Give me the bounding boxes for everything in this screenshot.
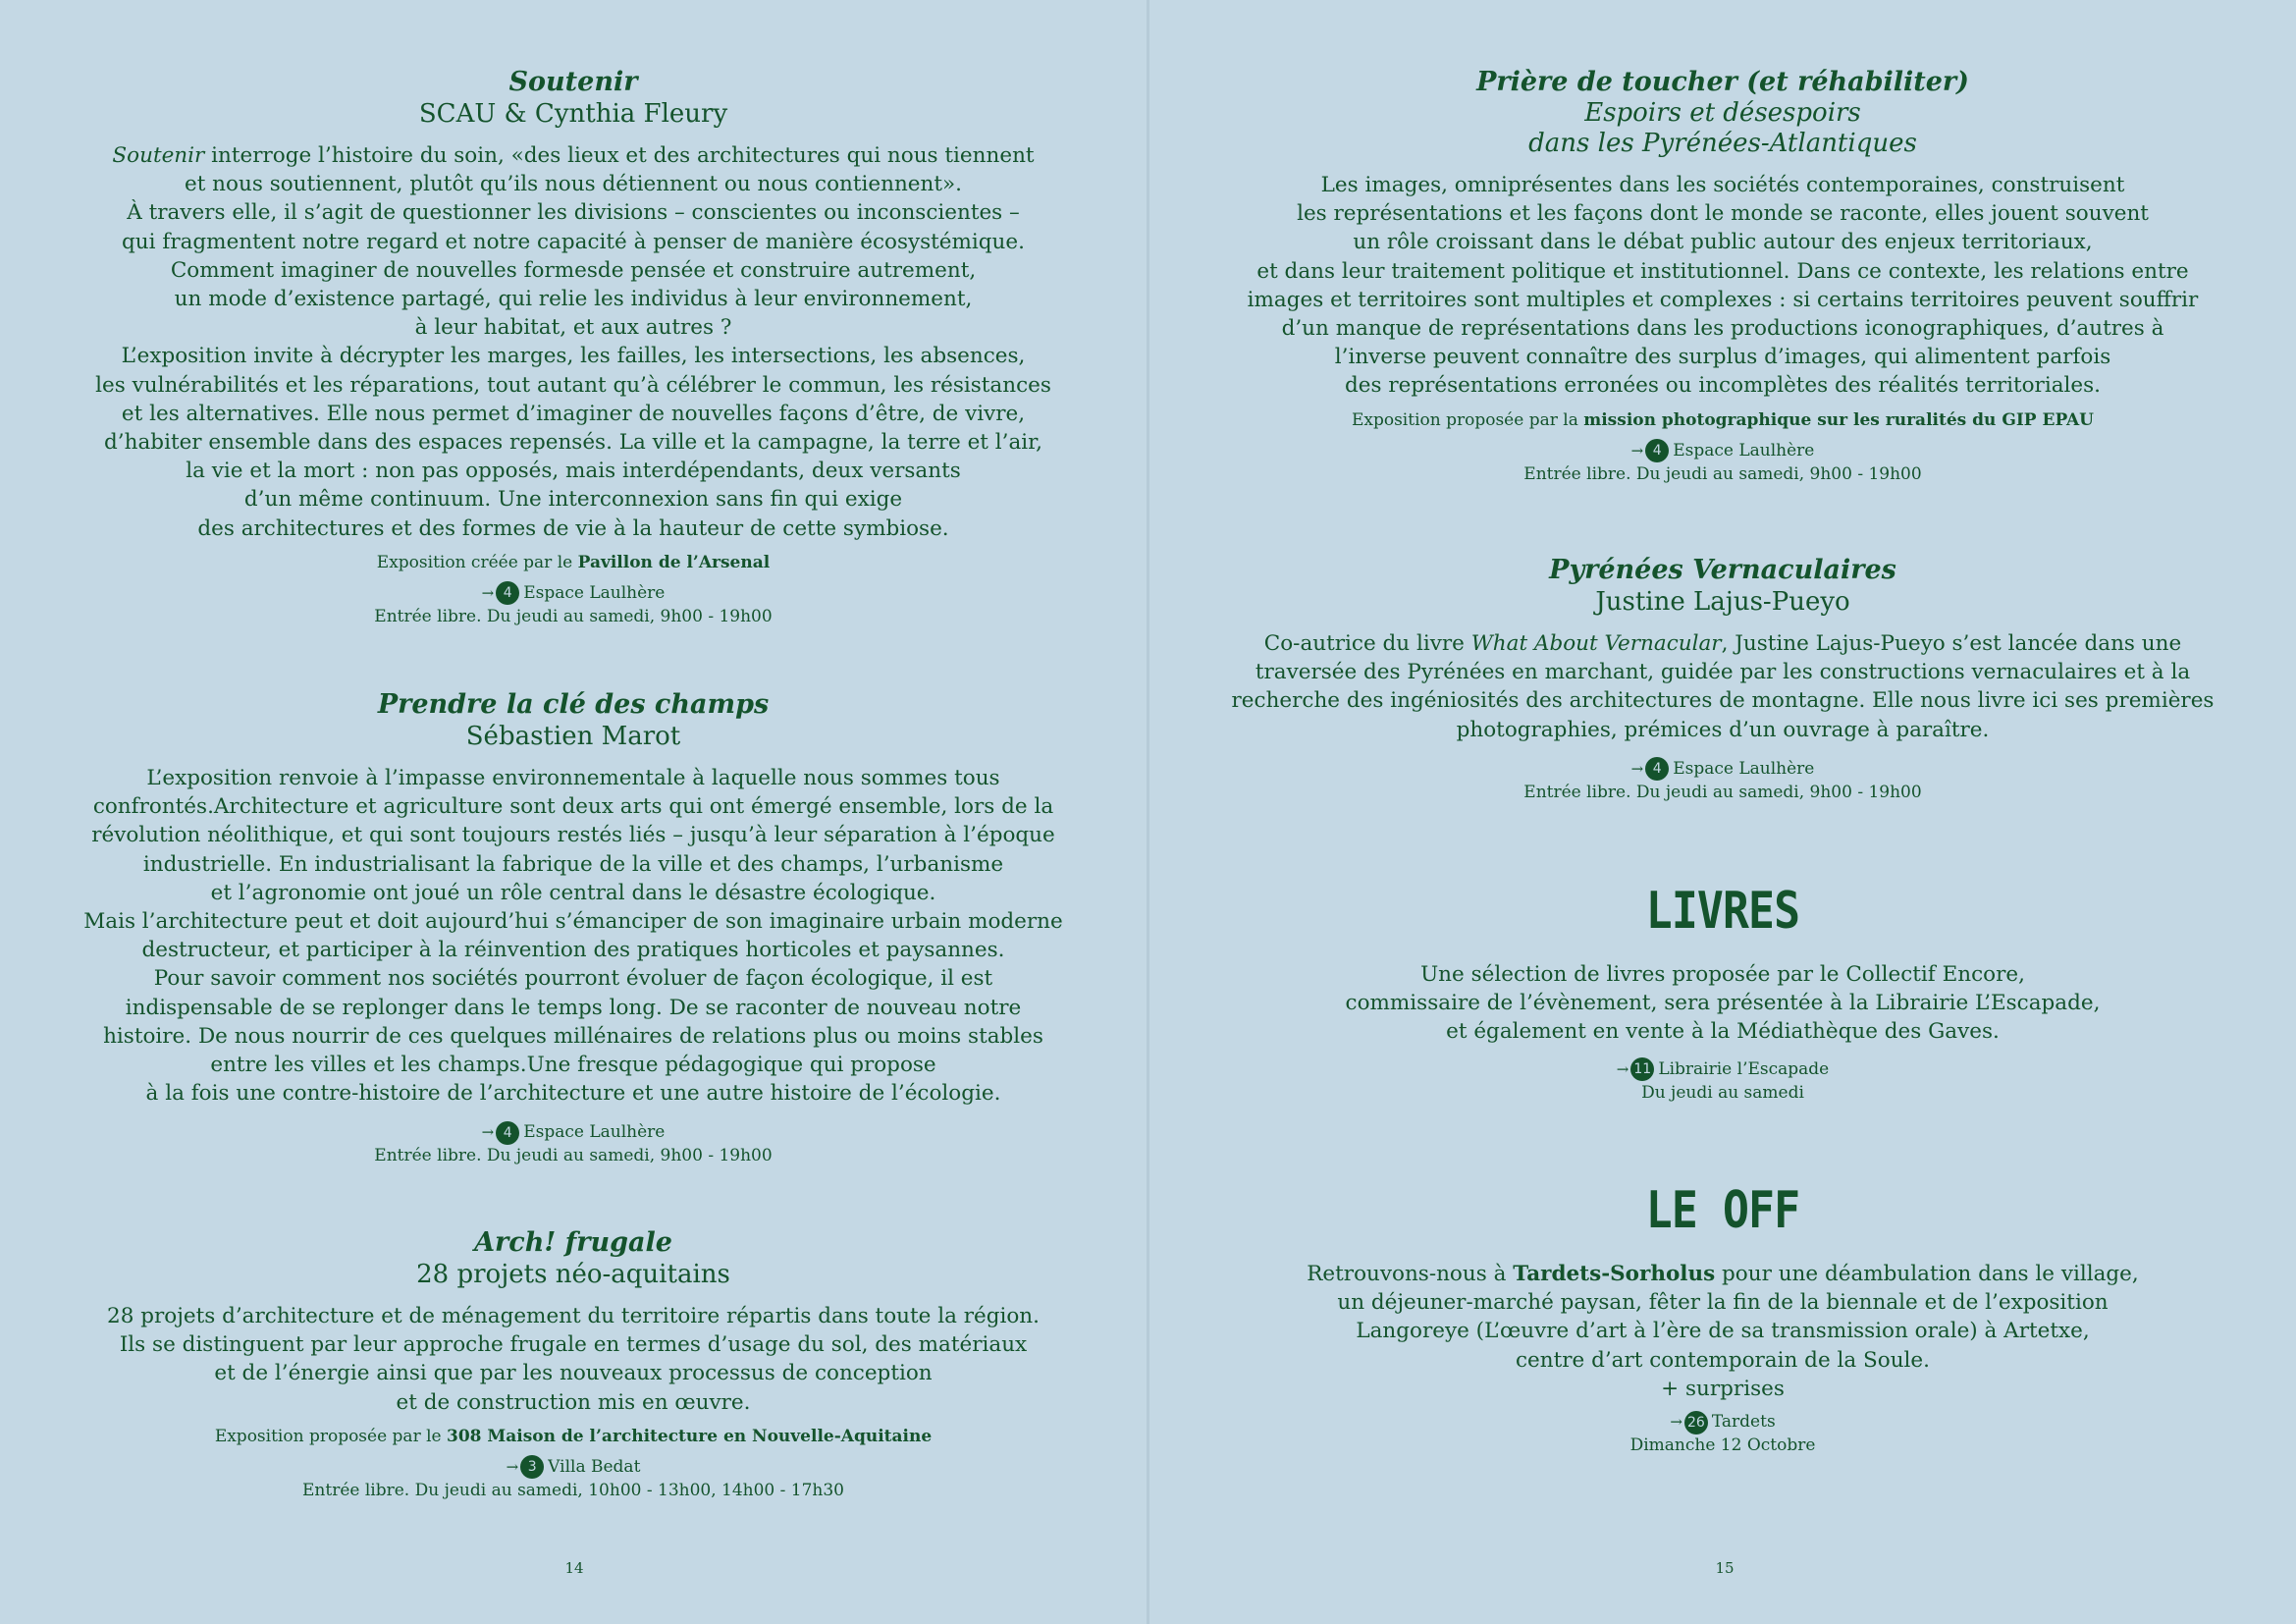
exhibition-credit: Exposition proposée par la mission photographique sur les ruralités du GIP EPAU — [1351, 409, 2095, 430]
body-line: L’exposition renvoie à l’impasse environnementale à laquelle nous sommes tous — [146, 766, 1000, 790]
body-line: À travers elle, il s’agit de questionner les divisions – conscientes ou inconscientes – — [127, 200, 1020, 226]
location-number-badge: 26 — [1684, 1411, 1708, 1435]
body-line: et les alternatives. Elle nous permet d’imaginer de nouvelles façons d’être, de vivre, — [121, 401, 1026, 426]
location-line — [1149, 438, 2296, 463]
body-line: entre les villes et les champs.Une fresque pédagogique qui propose — [210, 1053, 936, 1078]
body-line: les représentations et les façons dont le monde se raconte, elles jouent souvent — [1297, 201, 2149, 227]
section-priere-de-toucher — [1149, 67, 2296, 485]
opening-hours: Dimanche 12 Octobre — [1629, 1435, 1816, 1456]
location-number-badge: 3 — [520, 1455, 544, 1479]
section-subtitle: SCAU & Cynthia Fleury — [418, 99, 728, 129]
body-line: et nous soutiennent, plutôt qu’ils nous détiennent ou nous contiennent». — [184, 172, 962, 197]
body-line: et dans leur traitement politique et institutionnel. Dans ce contexte, les relations entre — [1256, 258, 2189, 284]
opening-hours: Du jeudi au samedi — [1641, 1082, 1804, 1103]
section-prendre-la-cle-des-champs — [0, 689, 1147, 1166]
section-body — [1149, 1260, 2296, 1403]
arrow-right-icon: → — [1616, 1059, 1629, 1078]
section-body — [0, 141, 1147, 543]
exhibition-credit: Exposition créée par le Pavillon de l’Arsenal — [376, 552, 771, 572]
body-line: Co-autrice du livre What About Vernacular, Justine Lajus-Pueyo s’est lancée dans une — [1263, 631, 2182, 656]
body-line: des architectures et des formes de vie à la hauteur de cette symbiose. — [197, 515, 949, 541]
body-line: Ils se distinguent par leur approche frugale en termes d’usage du sol, des matériaux — [119, 1332, 1028, 1358]
section-body — [1149, 629, 2296, 744]
body-line: des représentations erronées ou incomplètes des réalités territoriales. — [1344, 373, 2102, 399]
body-line: qui fragmentent notre regard et notre capacité à penser de manière écosystémique. — [122, 229, 1025, 254]
location-line — [0, 580, 1147, 606]
body-line: d’habiter ensemble dans des espaces repensés. La ville et la campagne, la terre et l’air, — [104, 430, 1042, 456]
arrow-right-icon: → — [481, 1123, 495, 1142]
arrow-right-icon: → — [1630, 441, 1644, 460]
body-line: Soutenir interroge l’histoire du soin, «des lieux et des architectures qui nous tiennent — [112, 143, 1035, 168]
section-subtitle: Sébastien Marot — [465, 722, 681, 751]
body-line: L’exposition invite à décrypter les marges, les failles, les intersections, les absences, — [121, 344, 1026, 369]
page-number: 15 — [1715, 1559, 1735, 1577]
location-line — [1149, 1056, 2296, 1082]
opening-hours: Entrée libre. Du jeudi au samedi, 9h00 - 19h00 — [1523, 782, 1922, 802]
location-name: Librairie l’Escapade — [1658, 1058, 1830, 1079]
italic-term: Soutenir — [112, 143, 205, 168]
right-page — [1149, 0, 2296, 1624]
arrow-right-icon: → — [481, 583, 495, 602]
section-heading: LE OFF — [1645, 1181, 1800, 1240]
body-line: un mode d’existence partagé, qui relie les individus à leur environnement, — [174, 287, 973, 312]
location-line — [1149, 756, 2296, 782]
location-name: Espace Laulhère — [1673, 758, 1815, 779]
section-subtitle: dans les Pyrénées-Atlantiques — [1528, 129, 1917, 158]
section-body — [0, 764, 1147, 1108]
body-line: l’inverse peuvent connaître des surplus d’images, qui alimentent parfois — [1334, 345, 2111, 370]
body-line: et l’agronomie ont joué un rôle central dans le désastre écologique. — [210, 880, 936, 905]
section-le-off — [1149, 1181, 2296, 1456]
opening-hours: Entrée libre. Du jeudi au samedi, 10h00 - 13h00, 14h00 - 17h30 — [302, 1480, 844, 1500]
section-subtitle: 28 projets néo-aquitains — [416, 1260, 730, 1289]
location-number-badge: 11 — [1630, 1057, 1654, 1081]
section-heading: LIVRES — [1645, 882, 1800, 941]
body-line: d’un même continuum. Une interconnexion sans fin qui exige — [243, 487, 903, 513]
opening-hours: Entrée libre. Du jeudi au samedi, 9h00 - 19h00 — [374, 1146, 773, 1166]
body-line: 28 projets d’architecture et de ménagement du territoire répartis dans toute la région. — [107, 1304, 1040, 1328]
body-line: révolution néolithique, et qui sont toujours restés liés – jusqu’à leur séparation à l’époque — [91, 823, 1055, 848]
body-line: Comment imaginer de nouvelles formesde pensée et construire autrement, — [170, 257, 977, 283]
body-line: Les images, omniprésentes dans les sociétés contemporaines, construisent — [1320, 173, 2125, 197]
location-name: Tardets — [1711, 1412, 1776, 1433]
body-line: Pour savoir comment nos sociétés pourront évoluer de façon écologique, il est — [153, 966, 993, 992]
body-line: photographies, prémices d’un ouvrage à paraître. — [1456, 717, 1990, 742]
italic-book-title: What About Vernacular — [1470, 631, 1722, 656]
section-body — [1149, 960, 2296, 1047]
section-pyrenees-vernaculaires — [1149, 555, 2296, 803]
section-body — [1149, 171, 2296, 401]
body-line: + surprises — [1661, 1376, 1785, 1401]
body-line: traversée des Pyrénées en marchant, guidée par les constructions vernaculaires et à la — [1255, 660, 2191, 685]
section-soutenir — [0, 67, 1147, 627]
body-line: et également en vente à la Médiathèque des Gaves. — [1446, 1019, 2000, 1045]
body-line: recherche des ingéniosités des architectures de montagne. Elle nous livre ici ses premières — [1231, 688, 2215, 714]
location-name: Villa Bedat — [548, 1456, 641, 1477]
section-title: Arch! frugale — [474, 1227, 672, 1258]
location-line — [0, 1454, 1147, 1480]
arrow-right-icon: → — [1670, 1413, 1682, 1432]
location-name: Espace Laulhère — [1673, 440, 1815, 460]
body-line: destructeur, et participer à la réinvention des pratiques horticoles et paysannes. — [141, 938, 1005, 963]
location-line — [0, 1119, 1147, 1145]
body-line: à la fois une contre-histoire de l’architecture et une autre histoire de l’écologie. — [145, 1081, 1001, 1107]
section-subtitle: Espoirs et désespoirs — [1584, 98, 1861, 128]
section-title: Prière de toucher (et réhabiliter) — [1476, 67, 1969, 97]
body-line: images et territoires sont multiples et complexes : si certains territoires peuvent souffrir — [1247, 287, 2199, 312]
section-title: Pyrénées Vernaculaires — [1549, 555, 1896, 585]
body-line: et de construction mis en œuvre. — [396, 1389, 751, 1415]
body-line: commissaire de l’évènement, sera présentée à la Librairie L’Escapade, — [1345, 991, 2101, 1016]
section-arch-frugale — [0, 1227, 1147, 1501]
section-body — [0, 1302, 1147, 1417]
body-line: Langoreye (L’œuvre d’art à l’ère de sa transmission orale) à Artetxe, — [1356, 1319, 2090, 1344]
section-title: Prendre la clé des champs — [377, 689, 770, 720]
body-line: centre d’art contemporain de la Soule. — [1515, 1347, 1930, 1373]
body-line: un déjeuner-marché paysan, fêter la fin de la biennale et de l’exposition — [1337, 1290, 2109, 1316]
location-number-badge: 4 — [1645, 757, 1669, 781]
section-livres — [1149, 882, 2296, 1104]
body-line: d’un manque de représentations dans les productions iconographiques, d’autres à — [1281, 316, 2164, 342]
exhibition-credit: Exposition proposée par le 308 Maison de l’architecture en Nouvelle-Aquitaine — [214, 1426, 933, 1446]
location-number-badge: 4 — [1645, 439, 1669, 462]
arrow-right-icon: → — [1630, 759, 1644, 778]
location-number-badge: 4 — [496, 581, 519, 605]
location-name: Espace Laulhère — [523, 1122, 666, 1143]
page-number: 14 — [564, 1559, 584, 1577]
body-line: Retrouvons-nous à Tardets-Sorholus pour une déambulation dans le village, — [1307, 1262, 2139, 1286]
body-line: Une sélection de livres proposée par le Collectif Encore, — [1420, 962, 2025, 987]
arrow-right-icon: → — [506, 1457, 519, 1476]
body-line: industrielle. En industrialisant la fabrique de la ville et des champs, l’urbanisme — [142, 851, 1004, 877]
body-line: un rôle croissant dans le débat public autour des enjeux territoriaux, — [1353, 230, 2093, 255]
opening-hours: Entrée libre. Du jeudi au samedi, 9h00 - 19h00 — [1523, 463, 1922, 484]
location-name: Espace Laulhère — [523, 582, 666, 603]
section-subtitle: Justine Lajus-Pueyo — [1595, 587, 1850, 617]
place-name: Tardets-Sorholus — [1513, 1262, 1716, 1286]
section-title: Soutenir — [508, 67, 638, 97]
left-page — [0, 0, 1147, 1624]
opening-hours: Entrée libre. Du jeudi au samedi, 9h00 - 19h00 — [374, 606, 773, 626]
location-number-badge: 4 — [496, 1121, 519, 1145]
location-line — [1149, 1409, 2296, 1435]
body-line: indispensable de se replonger dans le temps long. De se raconter de nouveau notre — [125, 995, 1022, 1020]
body-line: les vulnérabilités et les réparations, tout autant qu’à célébrer le commun, les résistances — [95, 372, 1051, 398]
body-line: confrontés.Architecture et agriculture sont deux arts qui ont émergé ensemble, lors de la — [92, 794, 1054, 820]
body-line: et de l’énergie ainsi que par les nouveaux processus de conception — [214, 1361, 933, 1386]
body-line: à leur habitat, et aux autres ? — [414, 315, 732, 341]
body-line: histoire. De nous nourrir de ces quelques millénaires de relations plus ou moins stables — [103, 1023, 1043, 1049]
body-line: Mais l’architecture peut et doit aujourd’hui s’émanciper de son imaginaire urbain moderne — [83, 909, 1063, 935]
body-line: la vie et la mort : non pas opposés, mais interdépendants, deux versants — [186, 459, 961, 484]
